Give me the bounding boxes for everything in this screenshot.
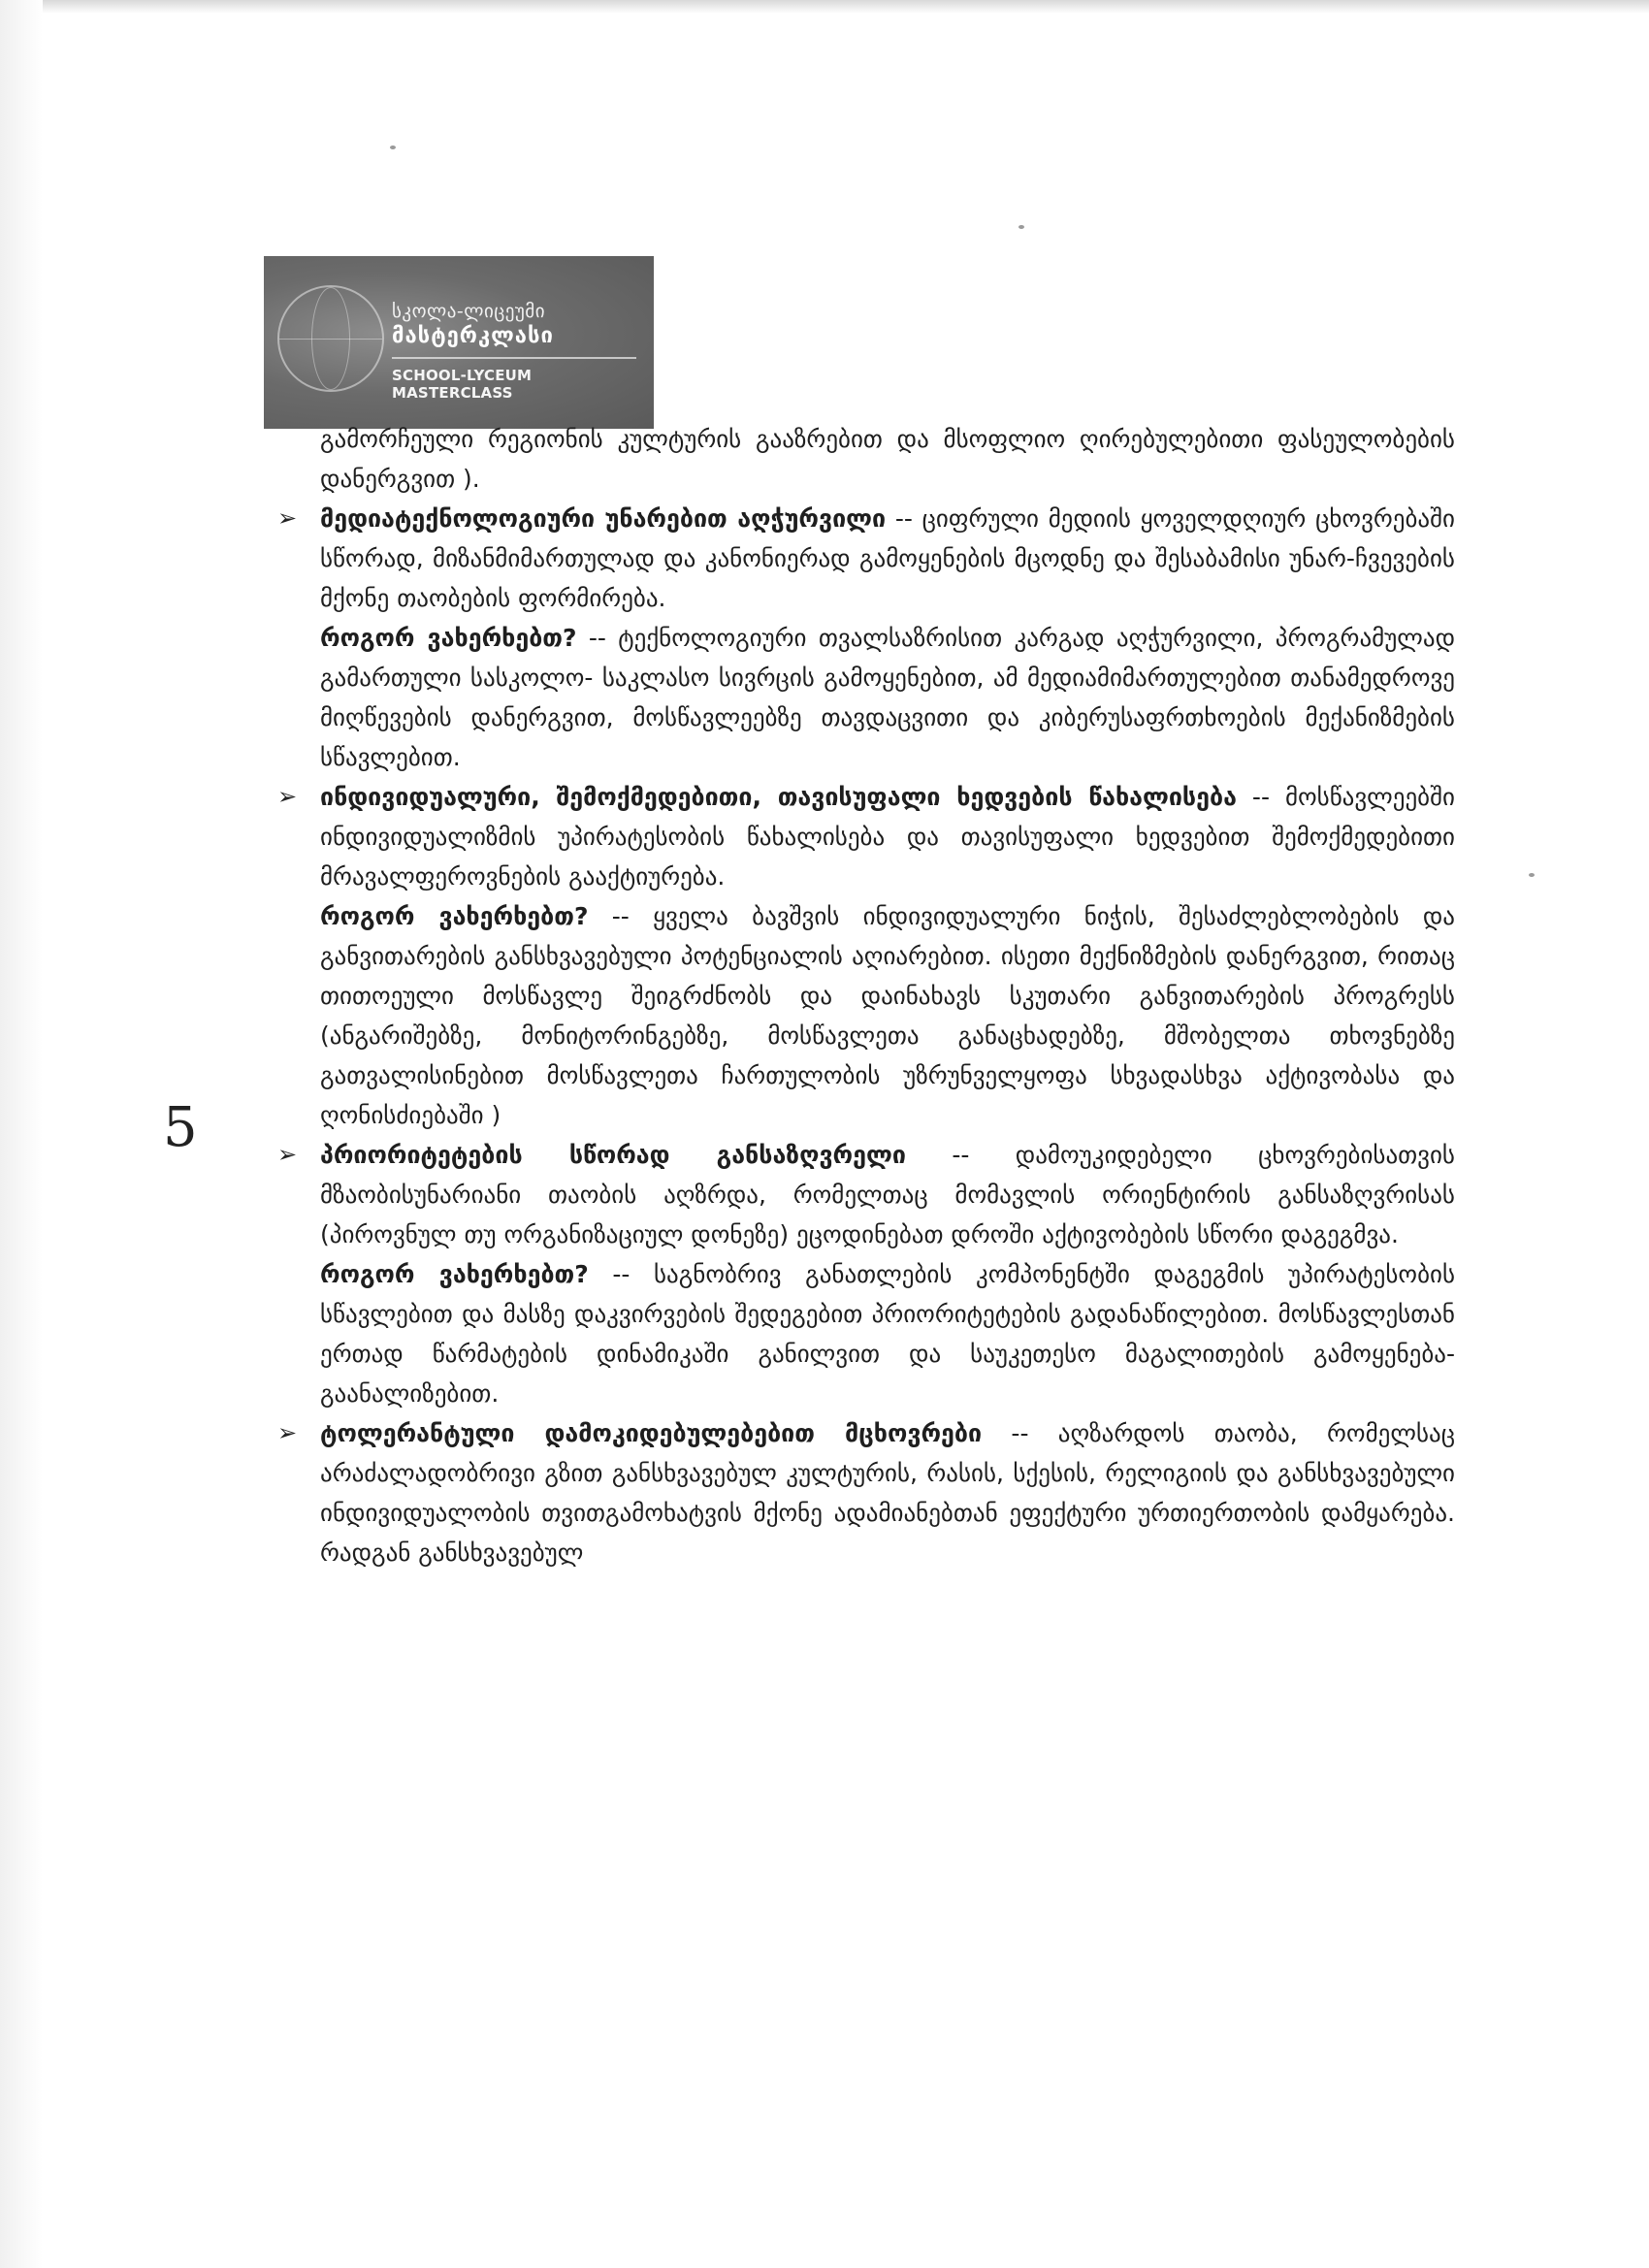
how-label: როგორ ვახერხებთ? [320,624,577,652]
how-paragraph [320,1254,1455,1413]
bullet-text: -- მოსწავლეებში ინდივიდუალიზმის უპირატესობის წახალისება და თავისუფალი ხედვებით შემოქმედებითი მრავალფეროვნების გააქტიურება. [320,783,1455,891]
how-text: -- საგნობრივ განათლების კომპონენტში დაგეგმის უპირატესობის სწავლებით და მასზე დაკვირვების შედეგებით პრიორიტეტების გადანაწილებით. მოსწავლესთან ერთად წარმატების დინამიკაში განილვით და საუკეთესო მაგალითების გამოყენება-გაანალიზებით. [320,1260,1456,1408]
logo-line-1: სკოლა-ლიცეუმი [392,301,546,322]
bullet-item [277,777,1455,896]
scan-speck [1018,225,1024,229]
bullet-heading: მედიატექნოლოგიური უნარებით აღჭურვილი [320,504,887,533]
scan-speck [390,146,396,149]
bullet-text: -- აღზარდოს თაობა, რომელსაც არაძალადობრივი გზით განსხვავებულ კულტურის, რასის, სქესის, რელიგიის და განსხვავებული ინდივიდუალობის თვითგამოხატვის მქონე ადამიანებთან ეფექტური ურთიერთობის დამყარება. რადგან განსხვავებულ [320,1419,1455,1567]
scan-top-edge [0,0,1649,14]
how-label: როგორ ვახერხებთ? [320,902,589,930]
scan-speck [1529,873,1535,877]
logo-line-2: მასტერკლასი [392,324,554,348]
how-label: როგორ ვახერხებთ? [320,1260,589,1288]
bullet-heading: პრიორიტეტების სწორად განსაზღვრელი [320,1141,906,1169]
how-paragraph [320,896,1455,1135]
how-text: -- ყველა ბავშვის ინდივიდუალური ნიჭის, შესაძლებლობების და განვითარების განსხვავებული პოტენციალის აღიარებით. ისეთი მექნიზმების დანერგვით, რითაც თითოეული მოსწავლე შეიგრძნობს და დაინახავს სკუთარი განვითარების პროგრესს (ანგარიშებზე, მონიტორინგებზე, მოსწავლეთა განაცხადებზე, მშობელთა თხოვნებზე გათვალისინებით მოსწავლეთა ჩართულობის უზრუნველყოფა სხვადასხვა აქტივობასა და ღონისძიებაში ) [320,902,1455,1129]
bullet-item [277,1135,1455,1254]
page-number: 5 [163,1096,198,1159]
bullet-item [277,499,1455,618]
how-paragraph [320,618,1455,777]
logo-line-3: SCHOOL-LYCEUM MASTERCLASS [392,367,533,402]
scan-left-edge [0,0,43,2268]
how-text: -- ტექნოლოგიური თვალსაზრისით კარგად აღჭურვილი, პროგრამულად გამართული სასკოლო- საკლასო სივრცის გამოყენებით, ამ მედიამიმართულებით თანამედროვე მიღწევების დანერგვით, მოსწავლეებზე თავდაცვითი და კიბერუსაფრთხოების მექანიზმების სწავლებით. [320,624,1456,771]
document-body [277,419,1456,1572]
bullet-text: -- დამოუკიდებელი ცხოვრებისათვის მზაობისუნარიანი თაობის აღზრდა, რომელთაც მომავლის ორიენტირის განსაზღვრისას (პიროვნულ თუ ორგანიზაციულ დონეზე) ეცოდინებათ დროში აქტივობების სწორი დაგეგმვა. [320,1141,1455,1248]
arrow-bullet-icon: ➢ [277,1419,298,1446]
intro-paragraph: გამორჩეული რეგიონის კულტურის გააზრებით და მსოფლიო ღირებულებითი ფასეულობების დანერგვით ). [320,425,1455,493]
school-logo [264,256,654,429]
arrow-bullet-icon: ➢ [277,783,298,810]
bullet-item [277,1413,1455,1572]
arrow-bullet-icon: ➢ [277,504,298,532]
logo-divider [392,357,636,359]
bullet-text: -- ციფრული მედიის ყოველდღიურ ცხოვრებაში სწორად, მიზანმიმართულად და კანონიერად გამოყენების მცოდნე და შესაბამისი უნარ-ჩვევების მქონე თაობების ფორმირება. [320,504,1455,612]
bullet-heading: ტოლერანტული დამოკიდებულებებით მცხოვრები [320,1419,983,1447]
arrow-bullet-icon: ➢ [277,1141,298,1168]
bullet-heading: ინდივიდუალური, შემოქმედებითი, თავისუფალი ხედვების წახალისება [320,783,1237,811]
globe-icon [277,285,384,392]
